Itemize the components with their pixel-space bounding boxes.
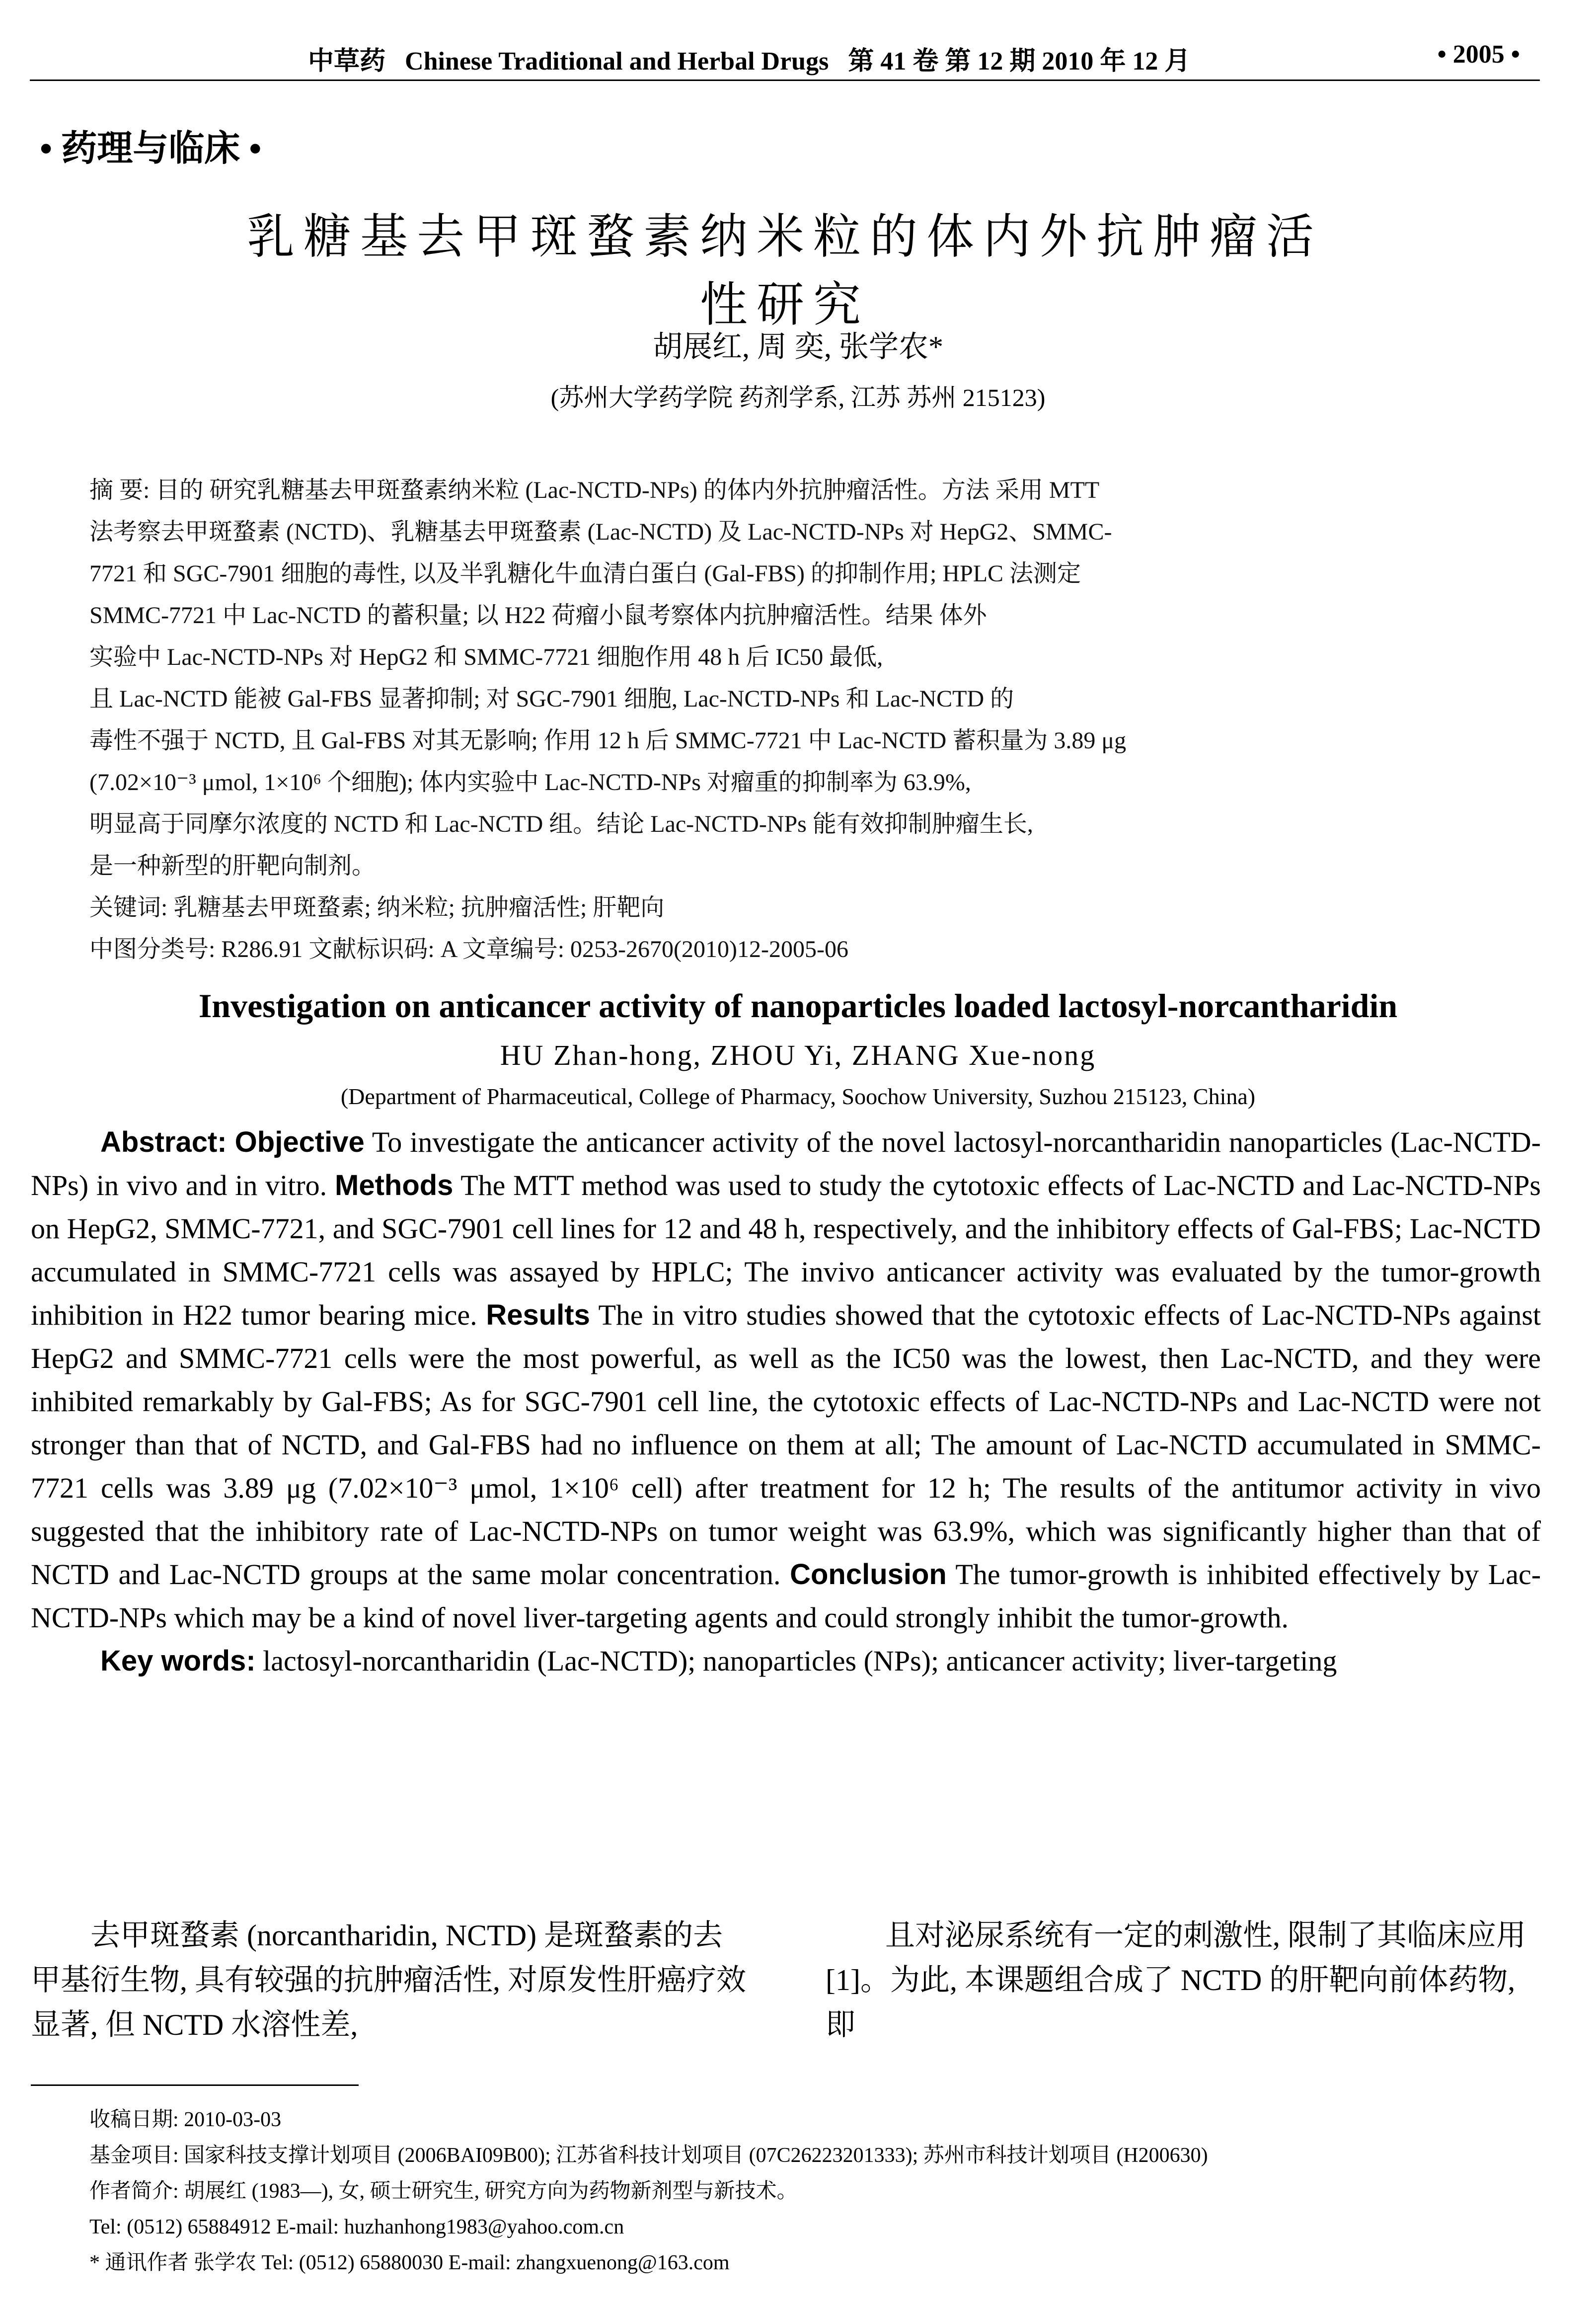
footnote-corresponding-author: * 通讯作者 张学农 Tel: (0512) 65880030 E-mail: zhangxuenong@163.com — [89, 2251, 730, 2274]
abstract-en-paragraph — [31, 1120, 1541, 1639]
page-number: • 2005 • — [1437, 40, 1520, 69]
abstract-cn — [89, 470, 1470, 970]
journal-issue: 第 41 卷 第 12 期 2010 年 12 月 — [848, 47, 1191, 76]
results-text: The in vitro studies showed that the cytotoxic effects of Lac-NCTD-NPs against HepG2 and SMMC-7721 cells were the most powerful, as well as the IC50 was the lowest, then Lac-NCTD, and they were inhibited remarkably by Gal-FBS; As for SGC-7901 cell line, the cytotoxic effects of Lac-NCTD-NPs and Lac-NCTD were not stronger than that of NCTD, and Gal-FBS had no influence on them at all; The amount of Lac-NCTD accumulated in SMMC-7721 cells was 3.89 μg (7.02×10⁻³ μmol, 1×10⁶ cell) after treatment for 12 h; The results of the antitumor activity in vivo suggested that the inhibitory rate of Lac-NCTD-NPs on tumor weight was 63.9%, which was significantly higher than that of NCTD and Lac-NCTD groups at the same molar concentration. — [31, 1299, 1541, 1591]
running-header — [30, 30, 1540, 81]
body-paragraph: 且对泌尿系统有一定的刺激性, 限制了其临床应用[1]。为此, 本课题组合成了 NCTD 的肝靶向前体药物, 即 — [826, 1919, 1526, 2041]
footnote-funding: 基金项目: 国家科技支撑计划项目 (2006BAI09B00); 江苏省科技计划项目 (07C26223201333); 苏州市科技计划项目 (H200630) — [89, 2144, 1208, 2167]
column-tag: • 药理与临床 • — [40, 129, 262, 168]
abstract-cn-line: SMMC-7721 中 Lac-NCTD 的蓄积量; 以 H22 荷瘤小鼠考察体内抗肿瘤活性。结果 体外 — [89, 602, 987, 629]
affiliation-en: (Department of Pharmaceutical, College of Pharmacy, Soochow University, Suzhou 215123, China) — [340, 1084, 1256, 1109]
journal-name-en: Chinese Traditional and Herbal Drugs — [405, 47, 829, 76]
abstract-cn-line: 实验中 Lac-NCTD-NPs 对 HepG2 和 SMMC-7721 细胞作用 48 h 后 IC50 最低, — [89, 644, 883, 670]
abstract-cn-line: 7721 和 SGC-7901 细胞的毒性, 以及半乳糖化牛血清白蛋白 (Gal-FBS) 的抑制作用; HPLC 法测定 — [89, 560, 1081, 587]
footnote-author-contact: Tel: (0512) 65884912 E-mail: huzhanhong1983@yahoo.com.cn — [89, 2216, 624, 2238]
conclusion-label: Conclusion — [790, 1558, 947, 1591]
methods-label: Methods — [335, 1169, 454, 1201]
objective-text: To investigate the anticancer activity of the novel lactosyl-norcantharidin nanoparticles (Lac-NCTD-NPs) in vivo and in vitro. — [31, 1126, 1541, 1201]
objective-label: Objective — [234, 1126, 365, 1158]
title-cn: 乳糖基去甲斑蝥素纳米粒的体内外抗肿瘤活性研究 — [247, 210, 1323, 331]
body-paragraph: 去甲斑蝥素 (norcantharidin, NCTD) 是斑蝥素的去甲基衍生物, 具有较强的抗肿瘤活性, 对原发性肝癌疗效显著, 但 NCTD 水溶性差, — [31, 1919, 746, 2041]
methods-text: The MTT method was used to study the cytotoxic effects of Lac-NCTD and Lac-NCTD-NPs on HepG2, SMMC-7721, and SGC-7901 cell lines for 12 and 48 h, respectively, and the inhibitory effects of Gal-FBS; Lac-NCTD accumulated in SMMC-7721 cells was assayed by HPLC; The invivo anticancer activity was evaluated by the tumor-growth inhibition in H22 tumor bearing mice. — [31, 1169, 1541, 1331]
body-column-right — [826, 1913, 1541, 2047]
affiliation-cn: (苏州大学药学院 药剂学系, 江苏 苏州 215123) — [550, 384, 1046, 411]
footnote-received-date: 收稿日期: 2010-03-03 — [89, 2108, 282, 2131]
abstract-cn-line: 毒性不强于 NCTD, 且 Gal-FBS 对其无影响; 作用 12 h 后 SMMC-7721 中 Lac-NCTD 蓄积量为 3.89 μg — [89, 727, 1127, 754]
footnote-author-bio: 作者简介: 胡展红 (1983—), 女, 硕士研究生, 研究方向为药物新剂型与新技术。 — [89, 2180, 798, 2203]
footnote-divider — [31, 2084, 359, 2086]
journal-name-cn: 中草药 — [308, 47, 386, 76]
abstract-cn-line: 且 Lac-NCTD 能被 Gal-FBS 显著抑制; 对 SGC-7901 细胞, Lac-NCTD-NPs 和 Lac-NCTD 的 — [89, 686, 1014, 712]
abstract-cn-line: (7.02×10⁻³ μmol, 1×10⁶ 个细胞); 体内实验中 Lac-NCTD-NPs 对瘤重的抑制率为 63.9%, — [89, 769, 971, 796]
journal-name — [308, 40, 1190, 77]
abstract-label: Abstract: — [100, 1126, 227, 1158]
results-label: Results — [486, 1299, 590, 1331]
authors-cn: 胡展红, 周 奕, 张学农* — [653, 330, 943, 363]
title-en: Investigation on anticancer activity of nanoparticles loaded lactosyl-norcantharidin — [198, 987, 1398, 1025]
abstract-cn-line: 明显高于同摩尔浓度的 NCTD 和 Lac-NCTD 组。结论 Lac-NCTD-NPs 能有效抑制肿瘤生长, — [89, 811, 1033, 837]
keywords-en — [31, 1639, 1541, 1682]
abstract-cn-line: 法考察去甲斑蝥素 (NCTD)、乳糖基去甲斑蝥素 (Lac-NCTD) 及 Lac-NCTD-NPs 对 HepG2、SMMC- — [89, 519, 1112, 545]
abstract-cn-line: 摘 要: 目的 研究乳糖基去甲斑蝥素纳米粒 (Lac-NCTD-NPs) 的体内外抗肿瘤活性。方法 采用 MTT — [89, 477, 1100, 503]
classification-cn: 中图分类号: R286.91 文献标识码: A 文章编号: 0253-2670(2010)12-2005-06 — [89, 936, 848, 962]
keywords-text: lactosyl-norcantharidin (Lac-NCTD); nanoparticles (NPs); anticancer activity; liver-targeting — [263, 1645, 1337, 1677]
abstract-en — [31, 1120, 1541, 1682]
conclusion-text: The tumor-growth is inhibited effectively by Lac-NCTD-NPs which may be a kind of novel liver-targeting agents and could strongly inhibit the tumor-growth. — [31, 1558, 1541, 1634]
keywords-cn: 关键词: 乳糖基去甲斑蝥素; 纳米粒; 抗肿瘤活性; 肝靶向 — [89, 894, 665, 921]
authors-en: HU Zhan-hong, ZHOU Yi, ZHANG Xue-nong — [500, 1039, 1096, 1071]
footnotes — [89, 2102, 1480, 2281]
body-column-left — [31, 1913, 746, 2047]
abstract-cn-line: 是一种新型的肝靶向制剂。 — [89, 853, 376, 879]
keywords-label: Key words: — [100, 1645, 256, 1677]
